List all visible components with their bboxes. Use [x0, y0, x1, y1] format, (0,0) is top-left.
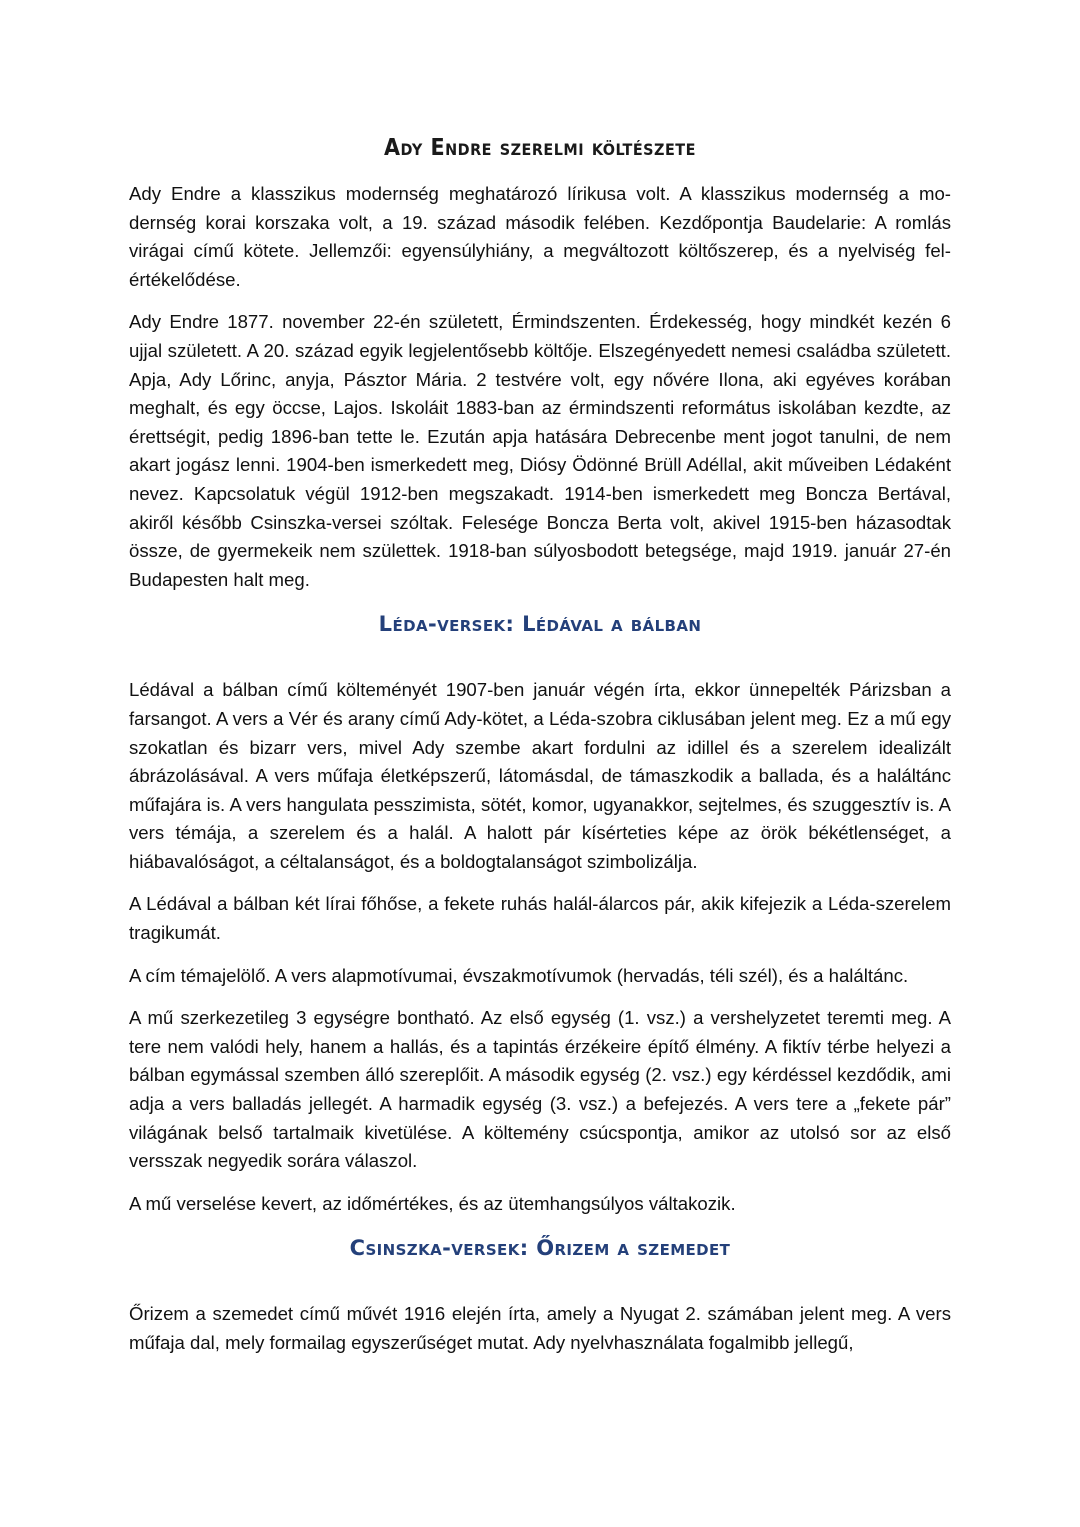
- leda-paragraph-2: A Lédával a bálban két lírai főhőse, a fekete ruhás halál-álarcos pár, akik kifejezik a Léda-szerelem tragikumát.: [129, 893, 951, 944]
- intro-paragraph-1: Ady Endre a klasszikus modernség meghatározó lírikusa volt. A klasszikus modernség a modernség korai korszaka volt, a 19. század második felében. Kezdőpontja Baudelarie: A romlás virágai című kötete. Jellemzői: egyensúlyhiány, a megváltozott költőszerep, és a nyelviség felértékelődése.: [129, 183, 951, 290]
- intro-paragraph-2: Ady Endre 1877. november 22-én született, Érmindszenten. Érdekesség, hogy mindkét kezén 6 ujjal született. A 20. század egyik legjelentősebb költője. Elszegényedett nemesi családba született. Apja, Ady Lőrinc, anyja, Pásztor Mária. 2 testvére volt, egy nővére Ilona, aki egyéves korában meghalt, és egy öccse, Lajos. Iskoláit 1883-ban az érmindszenti református iskolában kezdte, az érettségit, pedig 1896-ban tette le. Ezután apja hatására Debrecenbe ment jogot tanulni, de nem akart jogász lenni. 1904-ben ismerkedett meg, Diósy Ödönné Brüll Adéllal, akit műveiben Lédaként nevez. Kapcsolatuk végül 1912-ben megszakadt. 1914-ben ismerkedett meg Boncza Bertával, akiről később Csinszka-versei szóltak. Felesége Boncza Berta volt, akivel 1915-ben házasodtak össze, de gyermekeik nem születtek. 1918-ban súlyosbodott betegsége, majd 1919. január 27-én Budapesten halt meg.: [129, 311, 951, 590]
- leda-paragraph-4: A mű szerkezetileg 3 egységre bontható. Az első egység (1. vsz.) a vershelyzetet teremti meg. A tere nem valódi hely, hanem a hallás, és a tapintás érzékeire építő élmény. A fiktív térbe helyezi a bálban egymással szemben álló szereplőit. A második egység (2. vsz.) egy kérdéssel kezdődik, ami adja a vers balladás jellegét. A harmadik egység (3. vsz.) a befejezés. A vers tere a „fekete pár” világának belső tartalmaik kivetülése. A költemény csúcspontja, amikor az utolsó sor az első versszak negyedik sorára válaszol.: [129, 1007, 951, 1172]
- section-heading-leda: Léda-versek: Lédával a bálban: [378, 612, 702, 637]
- leda-paragraph-1: Lédával a bálban című költeményét 1907-ben január végén írta, ekkor ünnepelték Párizsban a farsangot. A vers a Vér és arany című Ady-kötet, a Léda-szobra ciklusában jelent meg. Ez a mű egy szokatlan és bizarr vers, mivel Ady szembe akart fordulni az idillel és a szerelem idealizált ábrázolásával. A vers műfaja életképszerű, látomásdal, de támaszkodik a ballada, és a haláltánc műfajára is. A vers hangulata pesszimista, sötét, komor, ugyanakkor, sejtelmes, és szuggesztív is. A vers témája, a szerelem és a halál. A halott pár kísérteties képe az örök békétlenséget, a hiábavalóságot, a céltalanságot, és a boldogtalanságot szimbolizálja.: [129, 679, 951, 872]
- leda-paragraph-3: A cím témajelölő. A vers alapmotívumai, évszakmotívumok (hervadás, téli szél), és a haláltánc.: [129, 964, 909, 986]
- document-title: Ady Endre szerelmi költészete: [384, 135, 696, 161]
- leda-paragraph-5: A mű verselése kevert, az időmértékes, és az ütemhangsúlyos váltakozik.: [129, 1192, 736, 1214]
- csinszka-paragraph-1: Őrizem a szemedet című művét 1916 elején írta, amely a Nyugat 2. számában jelent meg. A vers műfaja dal, mely formailag egyszerűséget mutat. Ady nyelvhasználata fogalmibb jellegű,: [129, 1303, 951, 1353]
- section-heading-csinszka: Csinszka-versek: Őrizem a szemedet: [349, 1236, 731, 1261]
- document-page: [129, 130, 951, 1372]
